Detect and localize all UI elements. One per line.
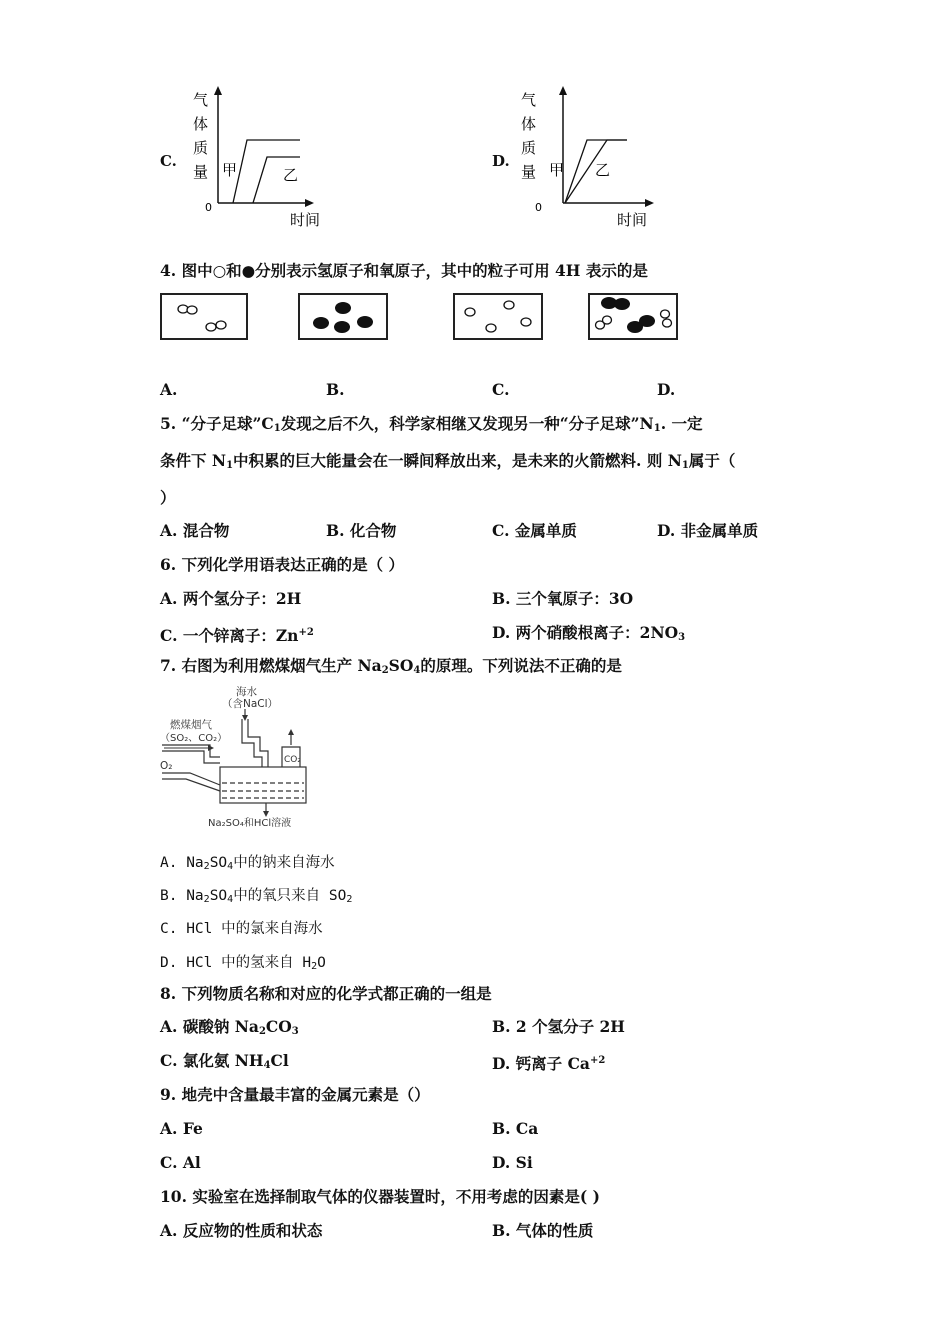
graph-d-curve-yi-label: 乙: [595, 161, 611, 179]
q10-stem: 10. 实验室在选择制取气体的仪器装置时，不用考虑的因素是( ): [160, 1187, 600, 1206]
q6-option-a: A. 两个氢分子：2H: [160, 589, 302, 608]
q7-option-a: [160, 851, 335, 872]
q7-stem-b: SO: [388, 656, 414, 675]
q6-option-c-sup: +2: [298, 627, 314, 638]
q10-option-a: A. 反应物的性质和状态: [160, 1221, 323, 1240]
graph-c-ylabel-3: 质: [193, 139, 209, 157]
graph-c-label: C.: [160, 152, 177, 170]
q4-option-a: A.: [160, 380, 178, 399]
q5-line1-b: 发现之后不久，科学家相继又发现另一种“分子足球”N: [280, 414, 654, 433]
q7-stem-a: 7. 右图为利用燃煤烟气生产 Na: [160, 656, 382, 675]
q5-line2-sub2: 1: [681, 460, 689, 471]
q4-option-c: C.: [492, 380, 510, 399]
q7-option-d-sub: 2: [311, 961, 318, 972]
graph-c-xlabel: 时间: [290, 211, 321, 229]
graph-d-xlabel: 时间: [617, 211, 648, 229]
q4-box-c-particles: [455, 295, 541, 338]
q5-line2-c: 属于（: [688, 451, 736, 470]
q5-line1-sub2: 1: [653, 423, 661, 434]
graph-c-x-arrow: [305, 199, 314, 207]
q9-option-b: B. Ca: [492, 1119, 539, 1138]
q5-line3: ）: [160, 488, 176, 507]
q7-stem-sub1: 2: [381, 665, 389, 676]
q4-box-a-particles: [162, 295, 246, 338]
q8-option-a: [160, 1017, 299, 1042]
q7-option-b-sub2: 4: [227, 894, 234, 905]
q7-option-b-3: 中的氧只来自 SO: [233, 888, 347, 904]
graph-d-ylabel-4: 量: [521, 163, 537, 181]
q8-option-d-1: D. 钙离子 Ca: [492, 1054, 590, 1073]
q5-line1-sub: 1: [273, 423, 281, 434]
q7-diagram-flue-gas-note: （SO₂、CO₂）: [160, 733, 228, 744]
q4-box-d: [588, 293, 678, 340]
q7-stem-sub2: 4: [413, 665, 421, 676]
q8-option-a-sub1: 2: [258, 1026, 266, 1037]
q5-line1-c: . 一定: [660, 414, 703, 433]
graph-d-ylabel-3: 质: [521, 139, 537, 157]
q4-box-a: [160, 293, 248, 340]
q6-option-d-sub: 3: [678, 632, 686, 643]
q6-option-d-text: D. 两个硝酸根离子：2NO: [492, 623, 679, 642]
graph-c-ylabel-1: 气: [193, 91, 209, 109]
graph-d-label: D.: [492, 152, 510, 170]
q7-diagram: [158, 685, 308, 830]
graph-d-y-arrow: [559, 86, 567, 95]
q8-option-b: B. 2 个氢分子 2H: [492, 1017, 625, 1036]
q7-option-d: [160, 951, 326, 972]
q8-stem: 8. 下列物质名称和对应的化学式都正确的一组是: [160, 984, 492, 1003]
q7-diagram-o2: O₂: [160, 760, 173, 772]
q7-diagram-seawater-note: （含NaCl）: [222, 698, 279, 710]
q5-line1-a: 5. “分子足球”C: [160, 414, 274, 433]
q9-option-a: A. Fe: [160, 1119, 203, 1138]
q7-diagram-flue-gas: 燃煤烟气: [170, 719, 212, 731]
q7-option-a-sub1: 2: [203, 861, 210, 872]
q8-option-c-2: Cl: [270, 1051, 289, 1070]
q6-option-c-text: C. 一个锌离子：Zn: [160, 626, 299, 645]
graph-d-x-arrow: [645, 199, 654, 207]
q5-line2: [160, 451, 735, 476]
q4-box-c: [453, 293, 543, 340]
graph-d-ylabel-1: 气: [521, 91, 537, 109]
q4-stem: 4. 图中○和●分别表示氢原子和氧原子，其中的粒子可用 4H 表示的是: [160, 261, 648, 280]
graph-c-ylabel-2: 体: [193, 115, 209, 133]
q8-option-c-sub: 4: [263, 1060, 271, 1071]
graph-c-ylabel-4: 量: [193, 163, 209, 181]
graph-c-y-arrow: [214, 86, 222, 95]
q7-option-b-2: SO: [209, 888, 228, 904]
q7-option-b-1: B. Na: [160, 888, 204, 904]
q7-option-b-sub3: 2: [346, 894, 353, 905]
graph-d: [515, 85, 655, 230]
q7-option-d-1: D. HCl 中的氢来自 H: [160, 955, 312, 971]
q9-option-d: D. Si: [492, 1153, 533, 1172]
q6-option-c: [160, 623, 314, 646]
q8-option-c-1: C. 氯化氨 NH: [160, 1051, 264, 1070]
graph-c-origin: 0: [205, 201, 212, 214]
q9-option-c: C. Al: [160, 1153, 201, 1172]
q4-box-b: [298, 293, 388, 340]
q4-box-b-particles: [300, 295, 386, 338]
q7-option-c: C. HCl 中的氯来自海水: [160, 921, 323, 937]
q7-option-b-sub1: 2: [203, 894, 210, 905]
graph-d-origin: 0: [535, 201, 542, 214]
q5-line2-a: 条件下 N: [160, 451, 227, 470]
q4-box-d-particles: [590, 295, 676, 338]
q9-stem: 9. 地壳中含量最丰富的金属元素是（）: [160, 1085, 430, 1104]
q6-option-d: [492, 623, 685, 648]
q7-stem: [160, 656, 622, 681]
q7-option-a-1: A. Na: [160, 855, 204, 871]
q5-option-d: D. 非金属单质: [657, 521, 759, 540]
q7-option-a-3: 中的钠来自海水: [233, 855, 335, 871]
q7-diagram-co2: CO₂: [284, 755, 301, 765]
q7-option-d-2: O: [317, 955, 326, 971]
q5-option-c: C. 金属单质: [492, 521, 577, 540]
q5-option-a: A. 混合物: [160, 521, 230, 540]
q7-diagram-seawater: 海水: [236, 686, 257, 698]
q5-line1: [160, 414, 703, 439]
q7-stem-c: 的原理。下列说法不正确的是: [420, 656, 622, 675]
q8-option-a-1: A. 碳酸钠 Na: [160, 1017, 259, 1036]
q5-line2-sub: 1: [226, 460, 234, 471]
q8-option-a-2: CO: [265, 1017, 292, 1036]
graph-c: [185, 85, 321, 230]
q6-option-b: B. 三个氧原子：3O: [492, 589, 634, 608]
q7-diagram-product: Na₂SO₄和HCl溶液: [208, 818, 292, 829]
q7-option-b: [160, 884, 352, 905]
graph-d-ylabel-2: 体: [521, 115, 537, 133]
q4-option-d: D.: [657, 380, 676, 399]
q6-stem: 6. 下列化学用语表达正确的是（ ）: [160, 555, 404, 574]
q7-option-a-2: SO: [209, 855, 228, 871]
q10-option-b: B. 气体的性质: [492, 1221, 594, 1240]
q5-option-b: B. 化合物: [326, 521, 397, 540]
q7-option-a-sub2: 4: [227, 861, 234, 872]
q8-option-d: [492, 1051, 605, 1074]
q4-option-b: B.: [326, 380, 345, 399]
graph-c-curve-jia-label: 甲: [222, 161, 238, 179]
graph-c-curve-yi-label: 乙: [283, 166, 299, 184]
graph-d-curve-jia-label: 甲: [549, 161, 565, 179]
q8-option-a-sub2: 3: [291, 1026, 299, 1037]
q8-option-c: [160, 1051, 289, 1076]
q5-line2-b: 中积累的巨大能量会在一瞬间释放出来，是未来的火箭燃料. 则 N: [233, 451, 682, 470]
q8-option-d-sup: +2: [589, 1055, 606, 1066]
